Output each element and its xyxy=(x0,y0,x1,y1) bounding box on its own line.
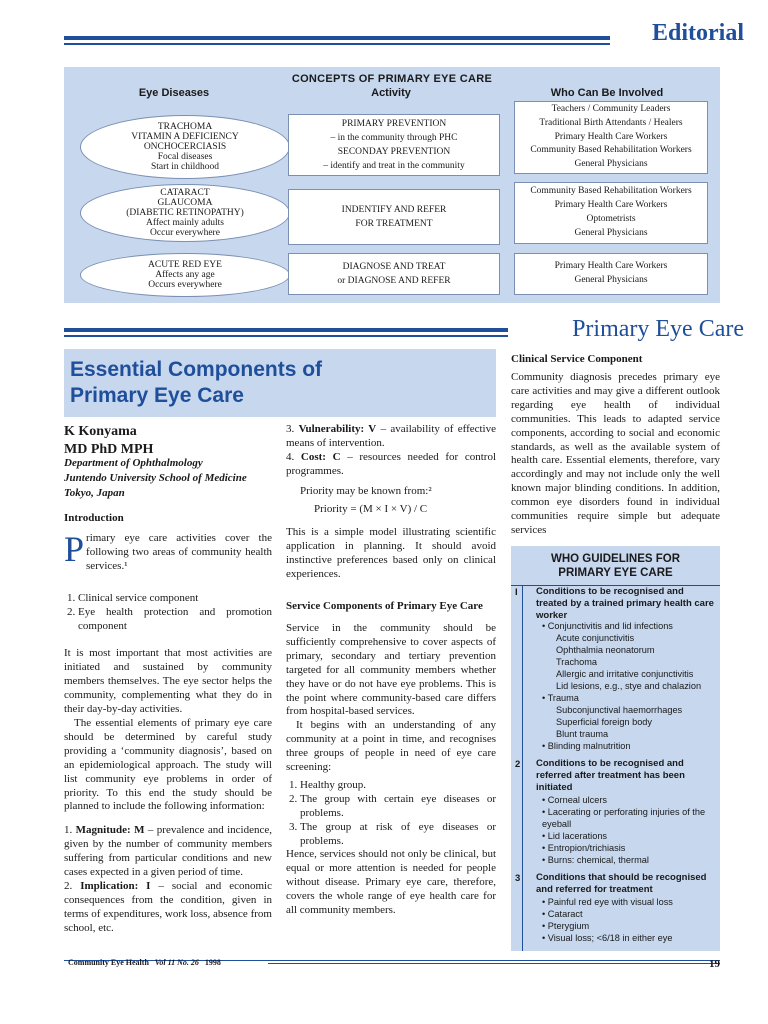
guideline-list xyxy=(536,620,718,752)
who-guidelines-box xyxy=(511,546,720,951)
guideline-item: • Conjunctivitis and lid infections xyxy=(536,620,718,632)
factor-label: Vulnerability: V xyxy=(298,423,377,435)
guideline-number: 3 xyxy=(515,873,521,884)
header-rule xyxy=(64,36,610,40)
guideline-list xyxy=(536,896,718,944)
affiliation-line: Department of Ophthalmology xyxy=(64,457,203,469)
header-rule-thin xyxy=(64,43,610,45)
section-rule-thin xyxy=(64,335,508,337)
who-line: Teachers / Community Leaders xyxy=(551,104,671,114)
affiliation-line: Tokyo, Japan xyxy=(64,487,125,499)
affiliation xyxy=(64,456,247,501)
factor-text: – resources needed for control programmes. xyxy=(286,450,496,477)
disease-line: Focal diseases xyxy=(157,152,213,162)
article-title-line: Primary Eye Care xyxy=(70,384,244,407)
priority-line: Priority may be known from:² xyxy=(300,484,432,497)
guidelines-column-divider xyxy=(522,586,523,951)
guideline-item: • Trauma xyxy=(536,692,718,704)
intro-paragraph: It is most important that most activities are initiated and sustained by community members themselves. The eye sector helps the community, complementing what they do in their day-by-day activities. xyxy=(64,647,272,716)
activity-line: FOR TREATMENT xyxy=(355,219,433,229)
guidelines-title-line: PRIMARY EYE CARE xyxy=(558,567,673,579)
activity-line: DIAGNOSE AND TREAT xyxy=(342,262,446,272)
who-line: Traditional Birth Attendants / Healers xyxy=(539,117,683,128)
article-title-box xyxy=(64,349,496,417)
who-line: General Physicians xyxy=(574,227,648,238)
concepts-panel xyxy=(64,67,720,303)
section-rule xyxy=(64,328,508,332)
page-number: 19 xyxy=(709,958,720,970)
guideline-number: 2 xyxy=(515,759,521,770)
disease-oval xyxy=(80,184,290,242)
guideline-item: • Entropion/trichiasis xyxy=(536,842,718,854)
list-item: 1. Healthy group. xyxy=(300,779,496,793)
guideline-subitem: Acute conjunctivitis xyxy=(556,633,635,643)
guideline-heading: Conditions that should be recognised and referred for treatment xyxy=(536,872,707,895)
disease-line: (DIABETIC RETINOPATHY) xyxy=(126,208,244,218)
journal-year: 1998 xyxy=(204,958,221,967)
activity-line: or DIAGNOSE AND REFER xyxy=(337,276,451,286)
who-line: Primary Health Care Workers xyxy=(554,200,668,211)
factor-label: Cost: C xyxy=(300,450,341,463)
author-name: K Konyama xyxy=(64,424,137,439)
factor-text: – social and economic consequences from the condition, given in terms of expenditures, work loss, absence from school, etc. xyxy=(64,879,272,934)
activity-line: – identify and treat in the community xyxy=(323,161,465,171)
guideline-subitem: Ophthalmia neonatorum xyxy=(556,645,655,655)
guideline-subitem: Lid lesions, e.g., stye and chalazion xyxy=(556,681,702,691)
activity-box xyxy=(288,189,500,245)
guidelines-title-line: WHO GUIDELINES FOR xyxy=(550,553,681,565)
section-title: Primary Eye Care xyxy=(572,316,744,342)
section-label: Editorial xyxy=(651,20,744,46)
guideline-subitem: Superficial foreign body xyxy=(556,717,653,727)
guideline-item: • Corneal ulcers xyxy=(536,794,718,806)
column-2: 3. Vulnerability: V – availability of effective means of intervention. 4. Cost: C – resources needed for control programmes. Priority may be known from:² Priority = (M × I × V) / C This is a simple model illustrating scientific application in planning. It should avoid instinctive preferences based only on clinical experiences. Service Components of Primary Eye Care Service in the community should be sufficiently comprehensive to cover aspects of primary, secondary and tertiary prevention targeted for all community members whether they have or do not have eye problems. This is the point where community-based care differs from hospital-based services. It begins with an understanding of any community at a point in time, and recognises three groups of people in need of eye care screening: 1. Healthy group. 2. The group with certain eye diseases or problems. 3. The group at risk of eye diseases or problems. Hence, services should not only be clinical, but equal or more attention is needed for people without disease. Primary eye care, therefore, covers the whole range of eye health care for all community members. xyxy=(286,423,496,918)
journal-name: Community Eye Health xyxy=(68,958,149,967)
disease-line: CATARACT xyxy=(160,188,210,198)
service-list xyxy=(286,779,496,849)
who-line: Primary Health Care Workers xyxy=(554,261,668,272)
who-line: Community Based Rehabilitation Workers xyxy=(530,145,692,156)
guideline-subitem: Trachoma xyxy=(556,657,598,667)
concepts-title: CONCEPTS OF PRIMARY EYE CARE xyxy=(291,73,493,85)
who-box xyxy=(514,253,708,295)
list-item: 1. Clinical service component xyxy=(78,592,272,606)
factor-label: Implication: I xyxy=(80,879,151,892)
activity-line: – in the community through PHC xyxy=(330,133,458,143)
clinical-heading: Clinical Service Component xyxy=(511,353,643,365)
guideline-subitem: Subconjunctival haemorrhages xyxy=(556,705,683,715)
guideline-item: • Visual loss; <6/18 in either eye xyxy=(536,932,718,944)
guideline-item: • Pterygium xyxy=(536,920,718,932)
service-paragraph: It begins with an understanding of any community at a point in time, and recognises three groups of people in need of eye care screening: xyxy=(286,719,496,774)
disease-line: ONCHOCERCIASIS xyxy=(143,142,227,152)
who-box xyxy=(514,101,708,174)
footer-rule-secondary xyxy=(268,963,720,964)
factor-label: Magnitude: M xyxy=(75,824,145,837)
disease-oval xyxy=(80,115,290,179)
priority-formula: Priority = (M × I × V) / C xyxy=(314,502,428,515)
factor-text: – prevalence and incidence, given by the number of community members suffering from particular conditions and new cases expected in a given period of time. xyxy=(64,824,273,879)
who-line: Optometrists xyxy=(586,214,636,224)
disease-line: Occur everywhere xyxy=(150,228,220,238)
col-head-diseases: Eye Diseases xyxy=(138,87,210,99)
disease-line: Occurs everywhere xyxy=(148,280,222,290)
guideline-number: I xyxy=(515,587,518,598)
col-head-who: Who Can Be Involved xyxy=(550,87,664,99)
article-title-line: Essential Components of xyxy=(70,358,323,381)
intro-heading: Introduction xyxy=(64,512,124,524)
guideline-item: • Lid lacerations xyxy=(536,830,718,842)
intro-paragraph: rimary eye care activities cover the following two areas of community health services.¹ xyxy=(86,532,272,572)
footer-citation xyxy=(68,958,221,967)
activity-line: PRIMARY PREVENTION xyxy=(341,119,447,129)
activity-line: INDENTIFY AND REFER xyxy=(341,205,447,215)
affiliation-line: Juntendo University School of Medicine xyxy=(64,472,247,484)
guideline-item: • Blinding malnutrition xyxy=(536,740,718,752)
guideline-subitem: Blunt trauma xyxy=(556,729,609,739)
disease-line: TRACHOMA xyxy=(157,122,213,132)
guideline-heading: Conditions to be recognised and treated by a trained primary health care worker xyxy=(536,586,714,621)
list-item: 2. The group with certain eye diseases or problems. xyxy=(300,793,496,821)
guidelines-title xyxy=(511,552,720,580)
disease-line: ACUTE RED EYE xyxy=(148,260,222,270)
guideline-item: • Painful red eye with visual loss xyxy=(536,896,718,908)
article-title xyxy=(70,357,322,409)
factor-text: – availability of effective means of intervention. xyxy=(286,423,496,449)
model-paragraph: This is a simple model illustrating scientific application in planning. It should avoid instinctive preferences based only on clinical experiences. xyxy=(286,526,496,581)
service-heading: Service Components of Primary Eye Care xyxy=(286,600,483,613)
author-block xyxy=(64,423,153,459)
clinical-paragraph: Community diagnosis precedes primary eye care activities and may give a different outlook regarding eye health of individual communities. This leads to adapted service components, according to social and economic standards, as well as the available system of health care. Essential elements, therefore, vary accordingly and may not include only the well known major blinding conditions. In addition, common eye disorders found in individual communities require simple but adequate services xyxy=(511,371,720,536)
guideline-item: • Lacerating or perforating injuries of the eyeball xyxy=(536,806,718,830)
disease-oval xyxy=(80,253,290,297)
list-item: 3. The group at risk of eye diseases or problems. xyxy=(300,821,496,849)
intro-paragraph: The essential elements of primary eye care should be determined by careful study providing a ‘community diagnosis’, based on an epidemiological approach. The study will list community eye problems in order of priority. To this end the study should be planned to include the following information: xyxy=(64,716,272,813)
guideline-subitem: Allergic and irritative conjunctivitis xyxy=(556,669,694,679)
disease-line: Affects any age xyxy=(155,270,215,280)
drop-cap: P xyxy=(64,529,85,569)
disease-line: VITAMIN A DEFICIENCY xyxy=(131,132,239,142)
col-head-activity: Activity xyxy=(371,87,411,99)
who-line: General Physicians xyxy=(574,275,648,285)
service-paragraph: Service in the community should be sufficiently comprehensive to cover aspects of primary, secondary and tertiary prevention targeted for all community members whether they have or do not have eye problems. This is the point where community-based care differs from hospital-based services. xyxy=(286,621,496,718)
who-line: Community Based Rehabilitation Workers xyxy=(530,186,692,197)
activity-line: SECONDAY PREVENTION xyxy=(337,147,451,157)
column-1: Primary eye care activities cover the following two areas of community health services.¹ 1. Clinical service component 2. Eye health protection and promotion component It is most important that most activities are initiated and sustained by community members themselves. The eye sector helps the community, complementing what they do in their day-by-day activities. The essential elements of primary eye care should be determined by careful study providing a ‘community diagnosis’, based on an epidemiological approach. The study will list community eye problems in order of priority. To this end the study should be planned to include the following information: 1. Magnitude: M – prevalence and incidence, given by the number of community members suffering from particular conditions and new cases expected in a given period of time. 2. Implication: I – social and economic consequences from the condition, given in terms of expenditures, work loss, absence from school, etc. xyxy=(64,532,272,936)
who-line: General Physicians xyxy=(574,159,648,170)
list-item: 2. Eye health protection and promotion component xyxy=(78,606,272,634)
guideline-item: • Burns: chemical, thermal xyxy=(536,854,718,866)
service-paragraph: Hence, services should not only be clinical, but equal or more attention is needed for people without disease. Primary eye care, therefore, covers the whole range of eye health care for all community members. xyxy=(286,848,496,917)
activity-box xyxy=(288,114,500,176)
intro-list xyxy=(64,592,272,634)
guideline-list xyxy=(536,794,718,866)
guideline-item: • Cataract xyxy=(536,908,718,920)
activity-box xyxy=(288,253,500,295)
disease-line: Start in childhood xyxy=(150,162,220,172)
who-line: Primary Health Care Workers xyxy=(554,131,668,142)
journal-volume: Vol 11 No. 26 xyxy=(154,958,199,967)
disease-line: Affect mainly adults xyxy=(146,218,224,228)
who-box xyxy=(514,182,708,244)
guideline-heading: Conditions to be recognised and referred after treatment has been initiated xyxy=(536,758,685,793)
author-degrees: MD PhD MPH xyxy=(64,442,154,457)
disease-line: GLAUCOMA xyxy=(157,198,213,208)
